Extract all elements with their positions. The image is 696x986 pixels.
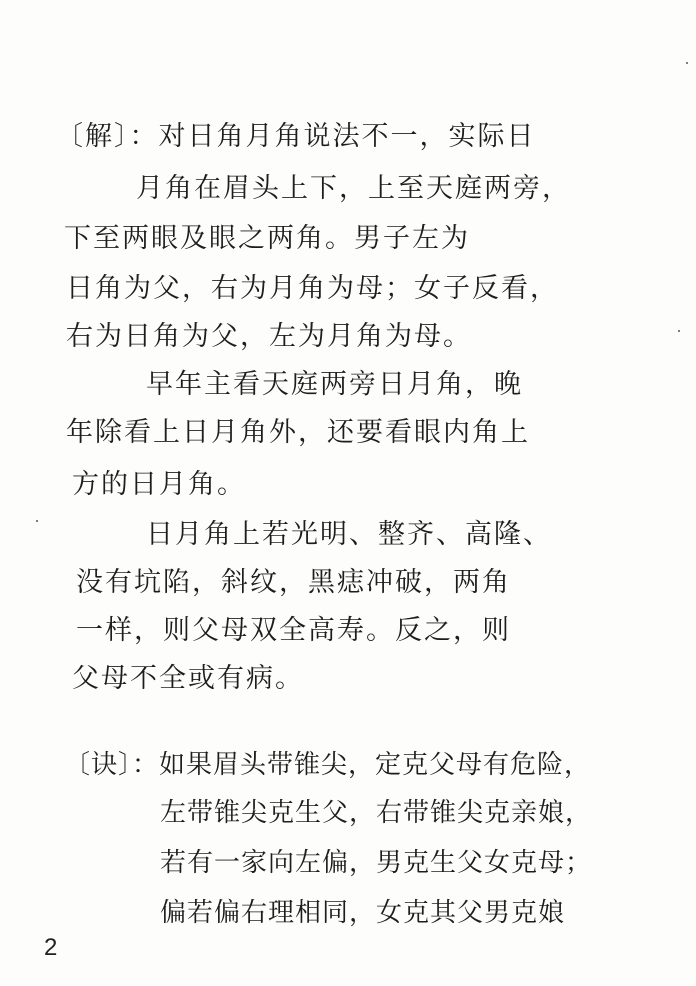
explanation-line-9: 日月角上若光明、整齐、高隆、 [146, 519, 552, 550]
explanation-line-7: 年除看上日月角外，还要看眼内角上 [66, 417, 530, 448]
explanation-line-1: 〔解〕：对日角月角说法不一，实际日 [56, 121, 536, 152]
scan-speck [36, 520, 38, 522]
formula-line-1: 〔诀〕：如果眉头带锥尖，定克父母有危险， [64, 750, 592, 780]
explanation-line-8: 方的日月角。 [72, 469, 246, 500]
scan-speck [686, 62, 688, 64]
explanation-line-3: 下至两眼及眼之两角。男子左为 [64, 223, 470, 254]
formula-line-2: 左带锥尖克生父，右带锥尖克亲娘， [160, 798, 593, 828]
page-number: 2 [44, 934, 58, 961]
explanation-line-12: 父母不全或有病。 [72, 663, 304, 694]
explanation-line-10: 没有坑陷，斜纹，黑痣冲破，两角 [76, 567, 511, 598]
formula-line-3: 若有一家向左偏，男克生父女克母； [160, 848, 593, 878]
formula-line-4: 偏若偏右理相同，女克其父男克娘 [160, 898, 566, 928]
explanation-line-4: 日角为父，右为月角为母；女子反看， [66, 273, 559, 304]
scan-speck [678, 330, 680, 332]
explanation-line-11: 一样，则父母双全高寿。反之，则 [76, 615, 511, 646]
explanation-line-5: 右为日角为父，左为月角为母。 [66, 321, 472, 352]
explanation-line-6: 早年主看天庭两旁日月角，晚 [146, 369, 523, 400]
explanation-line-2: 月角在眉头上下，上至天庭两旁， [136, 173, 571, 204]
